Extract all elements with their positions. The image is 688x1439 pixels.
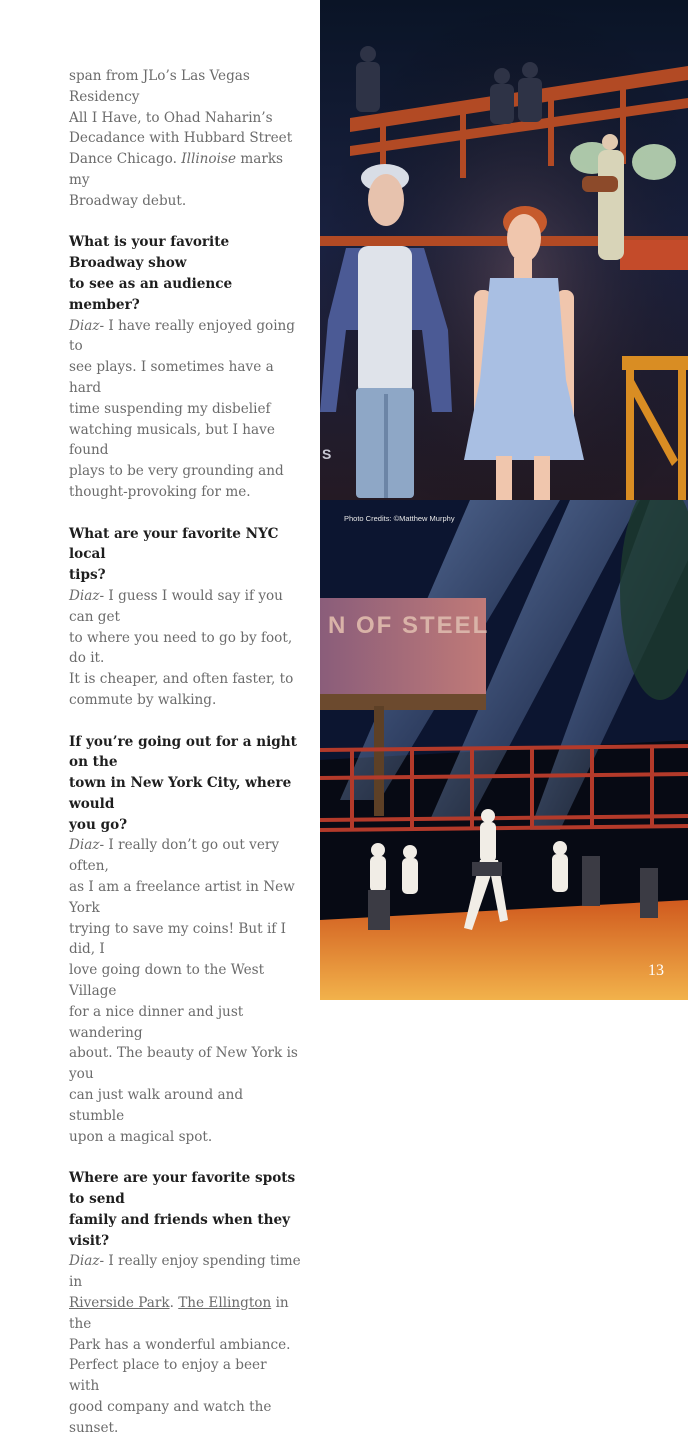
question: Where are your favorite spots to send <box>69 1170 296 1208</box>
answer-line: can just walk around and stumble <box>69 1087 244 1124</box>
speaker: Diaz- <box>69 1253 105 1270</box>
answer-text: I guess I would say if you can get <box>69 587 283 625</box>
answer-line <box>69 1251 301 1293</box>
photo-credit: Photo Credits: ©Matthew Murphy <box>344 514 455 523</box>
intro-line: Broadway debut. <box>69 192 187 209</box>
answer-line: commute by walking. <box>69 691 217 708</box>
the-ellington-link[interactable]: The Ellington <box>178 1295 272 1312</box>
speaker: Diaz- <box>69 587 105 604</box>
answer-text: . <box>169 1295 179 1312</box>
answer-line <box>69 835 301 877</box>
answer-line: as I am a freelance artist in New York <box>69 879 295 916</box>
answer-text: I really enjoy spending time in <box>69 1253 301 1291</box>
question: tips? <box>69 567 106 584</box>
answer-line: time suspending my disbelief <box>69 400 271 417</box>
billboard-text: N OF STEEL <box>328 612 490 639</box>
article-text <box>69 66 301 1439</box>
answer-line <box>69 316 301 358</box>
stage-photo-top <box>320 0 688 500</box>
intro-line: span from JLo’s Las Vegas Residency <box>69 68 250 105</box>
answer-line: upon a magical spot. <box>69 1128 213 1145</box>
question: you go? <box>69 816 128 833</box>
answer-line: Park has a wonderful ambiance. <box>69 1336 291 1353</box>
intro-line: Decadance with Hubbard Street <box>69 130 293 147</box>
intro-text: Dance Chicago. <box>69 151 177 168</box>
answer-line: plays to be very grounding and <box>69 463 284 480</box>
answer-line: watching musicals, but I have found <box>69 421 275 459</box>
answer-line <box>69 1293 301 1335</box>
side-letter: S <box>322 446 332 462</box>
answer-line: trying to save my coins! But if I did, I <box>69 920 287 958</box>
answer-line: good company and watch the sunset. <box>69 1399 272 1436</box>
answer-line: It is cheaper, and often faster, to <box>69 671 294 688</box>
question: family and friends when they visit? <box>69 1211 291 1249</box>
answer-text: in the <box>69 1295 289 1332</box>
speaker: Diaz- <box>69 837 105 854</box>
answer-line: love going down to the West Village <box>69 962 265 1000</box>
answer-line: see plays. I sometimes have a hard <box>69 359 274 396</box>
answer-line: about. The beauty of New York is you <box>69 1045 298 1083</box>
answer-line: for a nice dinner and just wandering <box>69 1003 244 1041</box>
question: town in New York City, where would <box>69 775 292 812</box>
question: What is your favorite Broadway show <box>69 234 230 272</box>
answer-line <box>69 586 301 628</box>
answer-line: thought-provoking for me. <box>69 483 251 500</box>
question: to see as an audience member? <box>69 275 233 313</box>
answer-text: I have really enjoyed going to <box>69 317 296 355</box>
question: If you’re going out for a night on the <box>69 733 297 771</box>
answer-line: Perfect place to enjoy a beer with <box>69 1357 267 1395</box>
answer-line: to where you need to go by foot, do it. <box>69 629 293 667</box>
speaker: Diaz- <box>69 317 105 334</box>
show-title: Illinoise <box>181 151 236 168</box>
intro-line <box>69 149 301 191</box>
stage-photo-bottom <box>320 500 688 1000</box>
answer-text: I really don’t go out very often, <box>69 837 280 875</box>
intro-text: marks my <box>69 151 284 188</box>
page-number: 13 <box>648 962 664 979</box>
question: What are your favorite NYC local <box>69 525 279 563</box>
riverside-park-link[interactable]: Riverside Park <box>69 1295 170 1312</box>
intro-line: All I Have, to Ohad Naharin’s <box>69 109 273 126</box>
